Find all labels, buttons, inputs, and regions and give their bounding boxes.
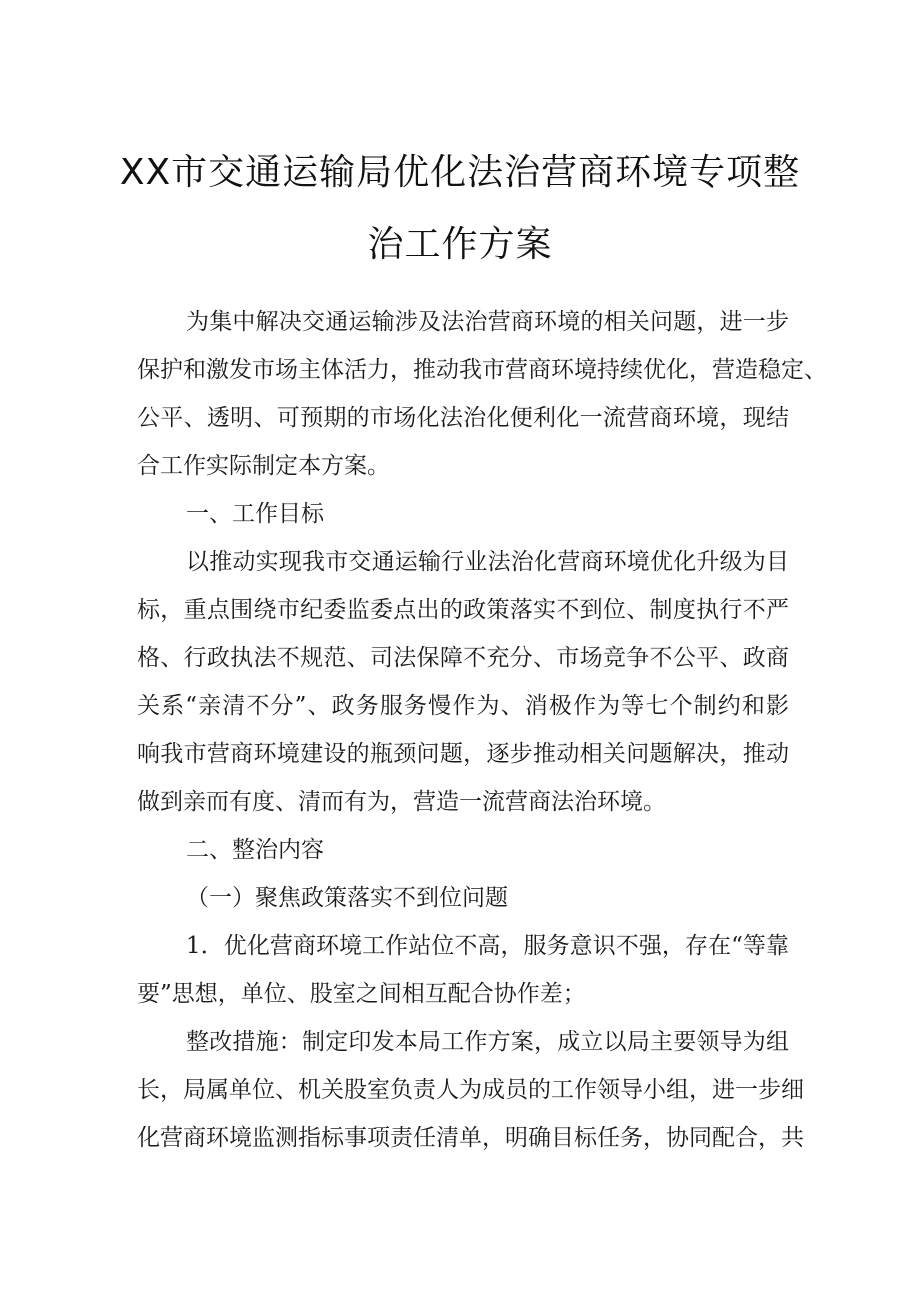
- item-1-line: 1．优化营商环境工作站位不高，服务意识不强，存在“等靠: [186, 933, 789, 959]
- section-heading-content: 二、整治内容: [186, 837, 324, 863]
- paragraph-intro-line: 合工作实际制定本方案。: [137, 453, 390, 479]
- subsection-heading-policy: （一）聚焦政策落实不到位问题: [186, 885, 508, 911]
- measures-line: 长，局属单位、机关股室负责人为成员的工作领导小组，进一步细: [137, 1077, 804, 1103]
- measures-line: 整改措施：制定印发本局工作方案，成立以局主要领导为组: [186, 1029, 789, 1055]
- paragraph-goals-line: 响我市营商环境建设的瓶颈问题，逐步推动相关问题解决，推动: [137, 741, 789, 767]
- measures-line: 化营商环境监测指标事项责任清单，明确目标任务，协同配合，共: [137, 1125, 804, 1151]
- paragraph-intro-line: 为集中解决交通运输涉及法治营商环境的相关问题，进一步: [186, 309, 789, 335]
- item-1-line: 要”思想，单位、股室之间相互配合协作差；: [137, 981, 586, 1007]
- paragraph-intro-line: 保护和激发市场主体活力，推动我市营商环境持续优化，营造稳定、: [137, 357, 827, 383]
- paragraph-goals-line: 以推动实现我市交通运输行业法治化营商环境优化升级为目: [186, 549, 789, 575]
- paragraph-goals-line: 标，重点围绕市纪委监委点出的政策落实不到位、制度执行不严: [137, 597, 789, 623]
- paragraph-goals-line: 关系“亲清不分”、政务服务慢作为、消极作为等七个制约和影: [137, 693, 789, 719]
- paragraph-goals-line: 格、行政执法不规范、司法保障不充分、市场竞争不公平、政商: [137, 645, 789, 671]
- document-title-line-2: 治工作方案: [367, 224, 553, 265]
- paragraph-intro-line: 公平、透明、可预期的市场化法治化便利化一流营商环境，现结: [137, 405, 789, 431]
- section-heading-goals: 一、工作目标: [186, 501, 324, 527]
- paragraph-goals-line: 做到亲而有度、清而有为，营造一流营商法治环境。: [137, 789, 666, 815]
- document-title-line-1: XX市交通运输局优化法治营商环境专项整: [119, 152, 801, 193]
